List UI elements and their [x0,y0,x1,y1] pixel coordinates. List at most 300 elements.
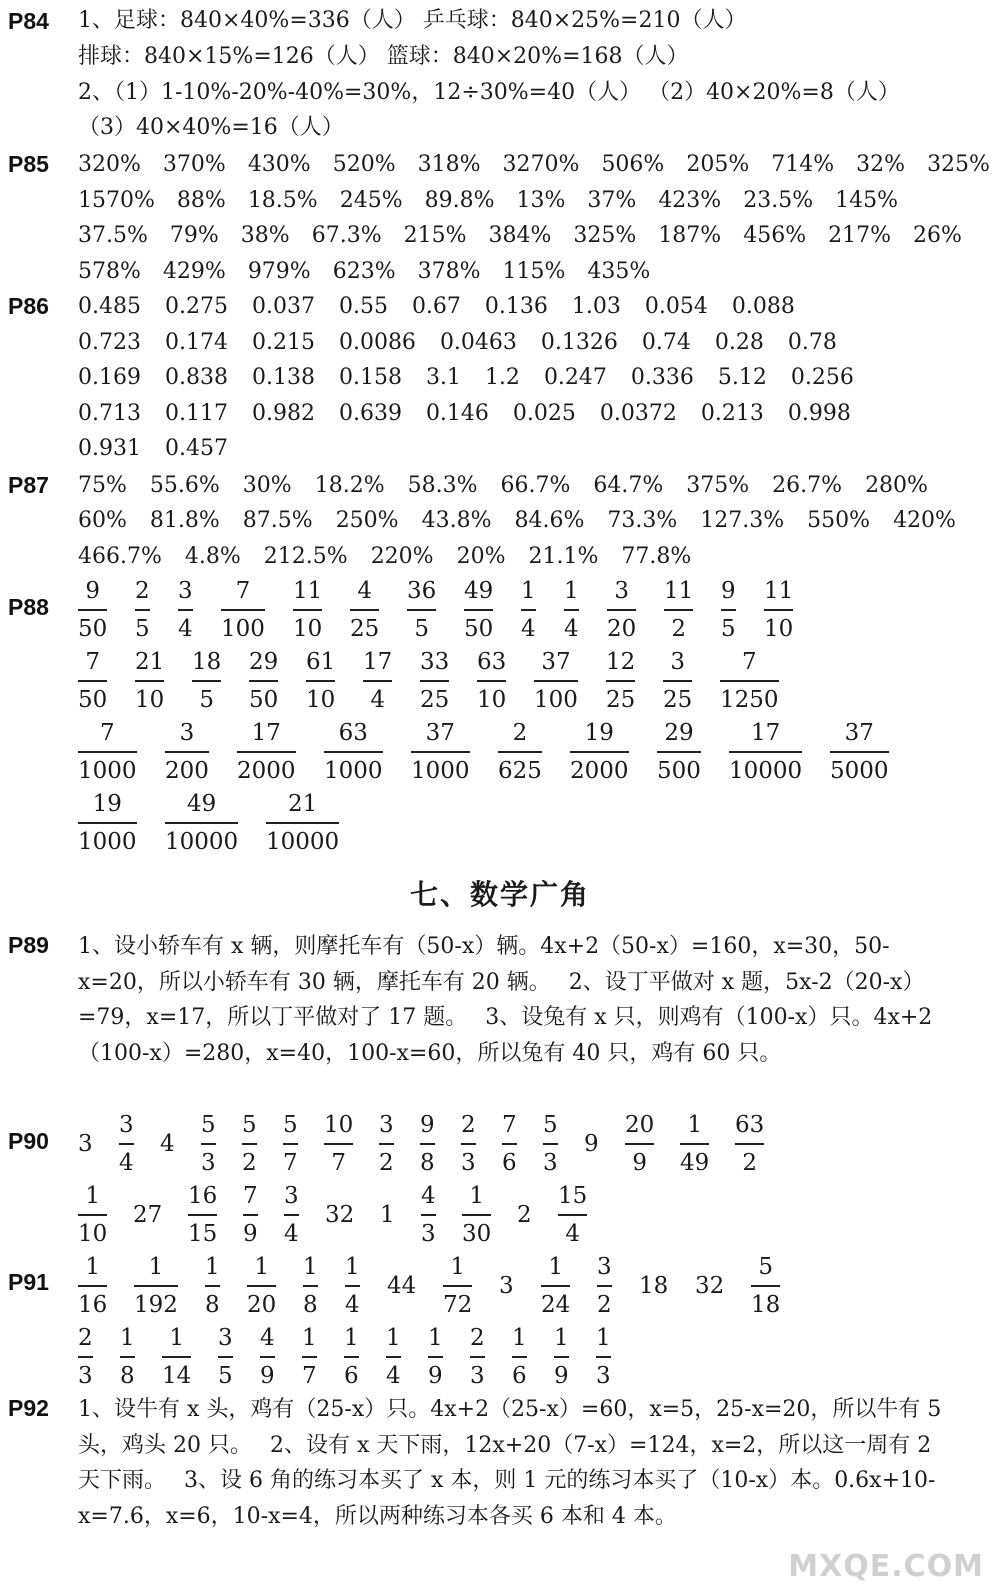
fraction-bar [78,1214,107,1216]
numerator: 37 [541,649,571,675]
denominator: 200 [165,757,209,784]
fraction [165,718,209,786]
numerator: 2 [470,1325,485,1351]
answer-row [78,186,920,216]
whole-number: 27 [133,1202,163,1228]
answer-value: 37.5% [78,223,148,248]
fraction [363,647,392,715]
fraction [283,1110,298,1178]
numerator: 29 [249,649,279,675]
p92-text: 1、设牛有 x 头，鸡有（25-x）只。4x+2（25-x）=60，x=5，25-x=20，所以牛有 5 头，鸡头 20 只。 2、设有 x 天下雨，12x+20（7-x）=124，x=2，所以这一周有 2 天下雨。 3、设 6 角的练习本买了 x 本，则 1 元的练习本买了（10-x）本。0.6x+10-x=7.6，x=6，10-x=4，所以两种练习本各买 6 本和 4 本。 [78,1397,942,1529]
denominator: 192 [134,1291,178,1318]
denominator: 2 [597,1291,612,1318]
fraction [470,1323,485,1391]
fraction [345,1252,360,1320]
fraction-bar [735,1143,764,1145]
fraction [498,718,542,786]
denominator: 7 [302,1362,317,1389]
fraction [830,718,889,786]
denominator: 500 [657,757,701,784]
denominator: 3 [201,1149,216,1176]
denominator: 8 [303,1291,318,1318]
fraction-bar [498,751,542,753]
answer-value: 520% [332,152,396,177]
numerator: 1 [512,1325,527,1351]
numerator: 1 [521,578,536,604]
denominator: 5 [414,615,429,642]
denominator: 4 [564,615,579,642]
fraction-bar [221,609,265,611]
fraction [596,1323,611,1391]
denominator: 8 [120,1362,135,1389]
numerator: 21 [287,791,318,817]
answer-value: 250% [335,508,399,533]
numerator: 1 [85,1254,100,1280]
denominator: 16 [78,1291,108,1318]
fraction-bar [606,680,635,682]
chapter-heading: 七、数学广角 [409,878,590,911]
answer-value: 0.74 [641,330,691,355]
numerator: 63 [477,649,507,675]
section-label-p86: P86 [8,293,49,319]
fraction [386,1323,401,1391]
fraction-bar [324,751,383,753]
answer-value: 466.7% [78,544,162,569]
whole-number: 32 [325,1202,355,1228]
answer-value: 64.7% [593,473,664,498]
denominator: 10 [78,1220,108,1247]
fraction-row [78,1323,978,1399]
fraction-bar [420,680,449,682]
denominator: 2 [242,1149,257,1176]
numerator: 9 [85,578,100,604]
fraction [657,718,701,786]
fraction [201,1110,216,1178]
whole-number: 44 [387,1273,417,1299]
fraction-row [78,1110,978,1186]
answer-value: 0.713 [78,401,141,426]
fraction [420,647,449,715]
denominator: 5 [721,615,736,642]
fraction [729,718,802,786]
answer-value: 67.3% [311,223,382,248]
answer-value: 0.982 [251,401,315,426]
answer-value: 456% [743,223,807,248]
numerator: 17 [251,720,281,746]
denominator: 24 [541,1291,571,1318]
answer-value: 81.8% [149,508,220,533]
denominator: 2 [671,615,686,642]
fraction [764,576,793,644]
p84-line: 2、（1）1-10%-20%-40%=30%，12÷30%=40（人） （2）40×20%=8（人） [78,80,900,105]
fraction-bar [78,609,107,611]
fraction-bar [764,609,793,611]
numerator: 12 [606,649,636,675]
fraction [512,1323,527,1391]
fraction-row [78,789,978,865]
fraction [625,1110,654,1178]
fraction-bar [284,1214,299,1216]
fraction [243,1181,258,1249]
section-label-p90: P90 [8,1128,49,1154]
answer-value: 84.6% [514,508,585,533]
fraction-row [78,576,978,652]
answer-row [78,328,861,358]
fraction [237,718,296,786]
denominator: 10000 [266,828,340,855]
fraction-bar [324,1143,353,1145]
denominator: 18 [751,1291,781,1318]
numerator: 3 [670,649,685,675]
answer-value: 320% [78,152,141,177]
answer-value: 32% [856,152,906,177]
fraction-row [78,1181,978,1257]
fraction-bar [302,1356,317,1358]
fraction-bar [135,680,164,682]
fraction-bar [541,1285,570,1287]
fraction-bar [625,1143,654,1145]
numerator: 5 [201,1112,216,1138]
answer-value: 26.7% [772,473,843,498]
denominator: 72 [443,1291,473,1318]
answer-value: 127.3% [700,508,785,533]
answer-value: 0.025 [512,401,576,426]
answer-value: 280% [865,473,928,498]
numerator: 7 [99,720,115,746]
fraction-bar [363,680,392,682]
numerator: 17 [750,720,781,746]
answer-value: 0.146 [425,401,489,426]
fraction-bar [283,1143,298,1145]
answer-value: 217% [828,223,892,248]
fraction-bar [243,1214,258,1216]
denominator: 7 [283,1149,298,1176]
denominator: 20 [247,1291,277,1318]
fraction-bar [344,1356,359,1358]
answer-value: 0.838 [164,365,228,390]
fraction-bar [521,609,536,611]
numerator: 7 [85,649,100,675]
denominator: 625 [498,757,542,784]
denominator: 4 [178,615,193,642]
fraction-bar [249,680,278,682]
fraction-bar [306,680,335,682]
answer-value: 318% [417,152,481,177]
fraction [78,1181,107,1249]
answer-row [78,471,951,501]
fraction [78,718,137,786]
answer-value: 43.8% [421,508,492,533]
fraction-bar [165,751,209,753]
fraction [266,789,339,857]
numerator: 49 [464,578,494,604]
fraction [607,576,636,644]
denominator: 25 [350,615,380,642]
denominator: 9 [632,1149,647,1176]
fraction [534,647,578,715]
denominator: 4 [521,615,536,642]
answer-row [78,221,984,251]
numerator: 7 [502,1112,517,1138]
whole-number: 9 [584,1131,599,1157]
denominator: 3 [470,1362,485,1389]
numerator: 11 [293,578,323,604]
fraction [165,789,238,857]
fraction [735,1110,764,1178]
answer-value: 18.5% [247,188,318,213]
numerator: 61 [306,649,336,675]
fraction [306,647,335,715]
fraction-bar [534,680,578,682]
fraction [521,576,536,644]
numerator: 5 [283,1112,298,1138]
numerator: 1 [254,1254,269,1280]
fraction-bar [386,1356,401,1358]
whole-number: 1 [380,1202,395,1228]
answer-value: 1.2 [484,365,520,390]
answer-value: 0.28 [714,330,764,355]
fraction [119,1110,134,1178]
answer-value: 30% [242,473,292,498]
numerator: 63 [735,1112,765,1138]
fraction-bar [192,680,221,682]
fraction [462,1181,491,1249]
fraction [721,576,736,644]
numerator: 2 [135,578,150,604]
section-label-p88: P88 [8,594,49,620]
answer-value: 0.336 [630,365,694,390]
denominator: 20 [607,615,637,642]
numerator: 1 [120,1325,135,1351]
denominator: 3 [596,1362,611,1389]
answer-value: 0.55 [338,294,388,319]
answer-value: 87.5% [242,508,313,533]
fraction-bar [78,680,107,682]
numerator: 1 [386,1325,401,1351]
denominator: 8 [420,1149,435,1176]
denominator: 10 [135,686,165,713]
answer-value: 979% [247,259,311,284]
answer-value: 4.8% [184,544,241,569]
numerator: 1 [85,1183,100,1209]
answer-value: 506% [601,152,665,177]
answer-value: 220% [370,544,434,569]
fraction [293,576,322,644]
denominator: 9 [260,1362,275,1389]
fraction [221,576,265,644]
fraction-bar [188,1214,217,1216]
answer-value: 423% [658,188,722,213]
whole-number: 18 [639,1273,669,1299]
numerator: 1 [205,1254,220,1280]
numerator: 1 [303,1254,318,1280]
fraction-bar [162,1356,191,1358]
numerator: 3 [179,720,195,746]
fraction-bar [411,751,470,753]
answer-value: 145% [835,188,899,213]
numerator: 1 [469,1183,484,1209]
answer-value: 23.5% [743,188,814,213]
numerator: 37 [425,720,455,746]
fraction [302,1323,317,1391]
fraction [78,1252,107,1320]
numerator: 1 [596,1325,611,1351]
answer-value: 245% [339,188,403,213]
numerator: 9 [721,578,736,604]
numerator: 16 [188,1183,218,1209]
fraction-bar [134,1285,178,1287]
answer-value: 0.158 [338,365,402,390]
fraction-bar [78,822,137,824]
fraction [135,576,150,644]
numerator: 9 [420,1112,435,1138]
answer-value: 0.215 [251,330,315,355]
answer-value: 0.169 [78,365,141,390]
answer-value: 75% [78,473,127,498]
answer-value: 1570% [78,188,155,213]
numerator: 19 [584,720,614,746]
answer-value: 3270% [502,152,580,177]
answer-value: 0.256 [790,365,854,390]
denominator: 50 [464,615,494,642]
answer-row [78,542,714,572]
fraction-bar [830,751,889,753]
fraction [192,647,221,715]
numerator: 1 [428,1325,443,1351]
numerator: 1 [169,1325,184,1351]
numerator: 2 [78,1325,93,1351]
numerator: 1 [548,1254,563,1280]
answer-value: 13% [516,188,566,213]
fraction-bar [78,751,137,753]
fraction-bar [607,609,636,611]
fraction-bar [237,751,296,753]
numerator: 17 [363,649,393,675]
fraction-bar [721,609,736,611]
fraction-bar [420,1143,435,1145]
answer-value: 623% [332,259,396,284]
p84-line: （3）40×40%=16（人） [78,115,344,140]
p84-line: 排球：840×15%=126（人） 篮球：840×20%=168（人） [78,44,689,69]
fraction [411,718,470,786]
fraction [78,576,107,644]
fraction [260,1323,275,1391]
denominator: 49 [680,1149,710,1176]
fraction-bar [680,1143,709,1145]
answer-value: 60% [78,508,127,533]
answer-value: 187% [658,223,722,248]
numerator: 15 [558,1183,588,1209]
fraction [247,1252,276,1320]
numerator: 1 [554,1325,569,1351]
fraction [663,647,692,715]
fraction-bar [720,680,779,682]
denominator: 9 [428,1362,443,1389]
section-label-p87: P87 [8,472,49,498]
fraction-bar [443,1285,472,1287]
denominator: 50 [78,615,108,642]
answer-value: 26% [913,223,962,248]
denominator: 4 [370,686,385,713]
denominator: 4 [284,1220,299,1247]
answer-value: 550% [807,508,871,533]
whole-number: 2 [517,1202,532,1228]
fraction-row [78,718,978,794]
fraction-bar [470,1356,485,1358]
numerator: 36 [407,578,437,604]
denominator: 6 [512,1362,527,1389]
answer-value: 420% [893,508,956,533]
answer-value: 0.0372 [599,401,677,426]
answer-value: 325% [927,152,990,177]
denominator: 9 [243,1220,258,1247]
section-label-p92: P92 [8,1395,49,1421]
answer-value: 0.1326 [540,330,618,355]
answer-value: 430% [247,152,311,177]
denominator: 25 [663,686,693,713]
fraction-bar [135,609,150,611]
answer-value: 435% [587,259,651,284]
numerator: 10 [324,1112,354,1138]
denominator: 1000 [78,828,137,855]
answer-row [78,363,878,393]
fraction-bar [165,822,238,824]
fraction [428,1323,443,1391]
answer-value: 0.998 [787,401,851,426]
denominator: 100 [221,615,265,642]
section-label-p91: P91 [8,1269,49,1295]
fraction [502,1110,517,1178]
numerator: 2 [461,1112,476,1138]
numerator: 4 [260,1325,275,1351]
numerator: 5 [758,1254,773,1280]
answer-value: 384% [488,223,552,248]
answer-value: 18.2% [314,473,385,498]
denominator: 4 [119,1149,134,1176]
answer-value: 0.117 [164,401,228,426]
answer-value: 115% [502,259,566,284]
fraction-row [78,647,978,723]
numerator: 1 [345,1254,360,1280]
denominator: 25 [606,686,636,713]
answer-value: 5.12 [717,365,767,390]
answer-value: 58.3% [407,473,478,498]
section-label-p89: P89 [8,932,49,958]
fraction [420,1110,435,1178]
answer-value: 714% [771,152,835,177]
answer-value: 0.213 [700,401,764,426]
section-label-p85: P85 [8,151,49,177]
fraction [680,1110,709,1178]
answer-value: 38% [240,223,290,248]
fraction [443,1252,472,1320]
numerator: 1 [302,1325,317,1351]
denominator: 1000 [78,757,137,784]
fraction-bar [205,1285,220,1287]
fraction-bar [178,609,193,611]
fraction-bar [303,1285,318,1287]
fraction [78,1323,93,1391]
fraction [421,1181,436,1249]
denominator: 4 [565,1220,580,1247]
whole-number: 4 [160,1131,175,1157]
fraction [218,1323,233,1391]
fraction-bar [596,1356,611,1358]
fraction-bar [729,751,802,753]
fraction-bar [120,1356,135,1358]
answer-row [78,150,1000,180]
fraction-bar [407,609,436,611]
